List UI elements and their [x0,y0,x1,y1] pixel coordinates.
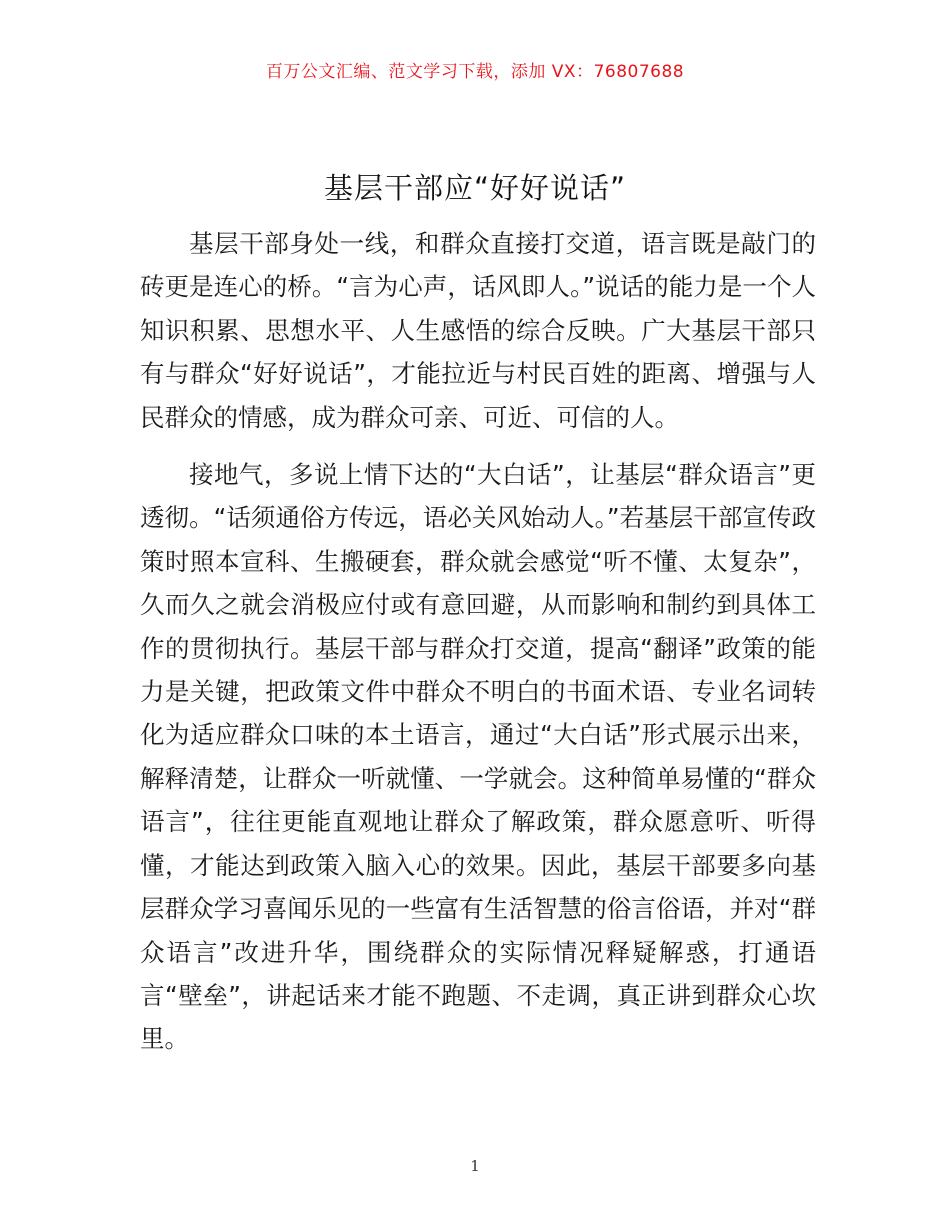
document-title: 基层干部应“好好说话” [323,171,627,205]
body-paragraph-1: 基层干部身处一线，和群众直接打交道，语言既是敲门的砖更是连心的桥。“言为心声，话风即人。”说话的能力是一个人知识积累、思想水平、人生感悟的综合反映。广大基层干部只有与群众“好好说话”，才能拉近与村民百姓的距离、增强与人民群众的情感，成为群众可亲、可近、可信的人。 [140,229,816,432]
document-body [140,222,816,1061]
page-number: 1 [470,1157,480,1175]
promo-header-text: 百万公文汇编、范文学习下载，添加 VX：76807688 [265,62,685,82]
body-paragraph-2: 接地气，多说上情下达的“大白话”，让基层“群众语言”更透彻。“话须通俗方传远，语必关风始动人。”若基层干部宣传政策时照本宣科、生搬硬套，群众就会感觉“听不懂、太复杂”，久而久之就会消极应付或有意回避，从而影响和制约到具体工作的贯彻执行。基层干部与群众打交道，提高“翻译”政策的能力是关键，把政策文件中群众不明白的书面术语、专业名词转化为适应群众口味的本土语言，通过“大白话”形式展示出来，解释清楚，让群众一听就懂、一学就会。这种简单易懂的“群众语言”，往往更能直观地让群众了解政策，群众愿意听、听得懂，才能达到政策入脑入心的效果。因此，基层干部要多向基层群众学习喜闻乐见的一些富有生活智慧的俗言俗语，并对“群众语言”改进升华，围绕群众的实际情况释疑解惑，打通语言“壁垒”，讲起话来才能不跑题、不走调，真正讲到群众心坎里。 [140,460,816,1054]
